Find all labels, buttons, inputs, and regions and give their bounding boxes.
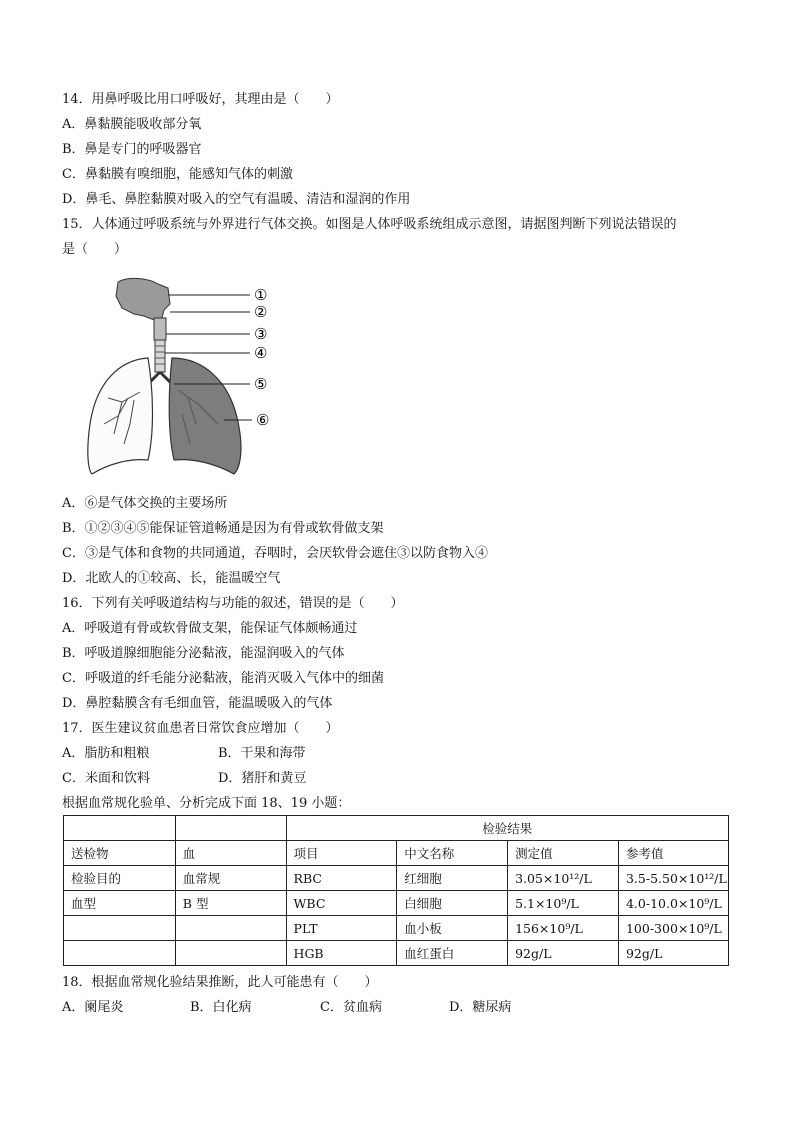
q15-option-c: C．③是气体和食物的共同通道，吞咽时，会厌软骨会遮住③以防食物入④ [62,546,488,561]
respiratory-system-figure [78,274,288,484]
table-cell: 项目 [286,841,397,866]
table-row [64,941,729,966]
respiratory-system-diagram [78,274,288,484]
q18-option-b: B．白化病 [190,1000,252,1015]
table-cell: 白细胞 [397,891,508,916]
q16-stem: 16．下列有关呼吸道结构与功能的叙述，错误的是（ ） [62,596,404,611]
table-header-row [64,816,729,841]
table-cell: HGB [286,941,397,966]
q15-stem-line2: 是（ ） [62,242,128,257]
q18-option-d: D．糖尿病 [449,1000,512,1015]
table-row [64,916,729,941]
q14-option-c: C．鼻黏膜有嗅细胞，能感知气体的刺激 [62,167,293,182]
table-cell: 测定值 [508,841,619,866]
table-cell: 检验目的 [64,866,176,891]
q18-option-a: A．阑尾炎 [62,1000,124,1015]
figure-label-4: ④ [254,344,268,362]
q15-option-d: D．北欧人的①较高、长，能温暖空气 [62,571,281,586]
q15-option-b: B．①②③④⑤能保证管道畅通是因为有骨或软骨做支架 [62,521,384,536]
table-cell: 100-300×10⁹/L [618,916,728,941]
q18-stem: 18．根据血常规化验结果推断，此人可能患有（ ） [62,975,378,990]
table-cell: 血常规 [175,866,286,891]
figure-label-3: ③ [254,325,268,343]
table-row [64,841,729,866]
table-cell: RBC [286,866,397,891]
q17-option-d: D．猪肝和黄豆 [218,771,307,786]
table-cell: 参考值 [618,841,728,866]
q17-option-b: B．干果和海带 [218,746,306,761]
table-cell: 156×10⁹/L [508,916,619,941]
table-cell: 中文名称 [397,841,508,866]
table-cell: 3.05×10¹²/L [508,866,619,891]
q14-option-b: B．鼻是专门的呼吸器官 [62,142,202,157]
figure-label-6: ⑥ [256,411,270,429]
table-cell: 92g/L [508,941,619,966]
table-cell [175,916,286,941]
table-cell [64,941,176,966]
q15-option-a: A．⑥是气体交换的主要场所 [62,496,228,511]
table-row [64,866,729,891]
table-cell: 4.0-10.0×10⁹/L [618,891,728,916]
table-row [64,891,729,916]
q16-option-d: D．鼻腔黏膜含有毛细血管，能温暖吸入的气体 [62,696,333,711]
q16-option-a: A．呼吸道有骨或软骨做支架，能保证气体颇畅通过 [62,621,358,636]
table-cell: 5.1×10⁹/L [508,891,619,916]
table-cell: 92g/L [618,941,728,966]
figure-label-5: ⑤ [254,375,268,393]
table-cell [64,916,176,941]
nasal-cavity-shape [116,278,170,320]
table-cell: 红细胞 [397,866,508,891]
table-cell: 3.5-5.50×10¹²/L [618,866,728,891]
q17-option-c: C．米面和饮料 [62,771,150,786]
q15-stem-line1: 15．人体通过呼吸系统与外界进行气体交换。如图是人体呼吸系统组成示意图，请据图判断下列说法错误的 [62,217,677,232]
table-intro: 根据血常规化验单、分析完成下面 18、19 小题： [62,796,351,811]
q14-stem: 14．用鼻呼吸比用口呼吸好，其理由是（ ） [62,92,339,107]
q14-option-d: D．鼻毛、鼻腔黏膜对吸入的空气有温暖、清洁和湿润的作用 [62,192,411,207]
table-cell: B 型 [175,891,286,916]
table-header-result: 检验结果 [286,816,728,841]
pharynx-shape [154,318,166,340]
q14-option-a: A．鼻黏膜能吸收部分氧 [62,117,202,132]
right-lung-shape [169,358,241,474]
blood-test-table [63,815,729,966]
left-lung-shape [88,358,153,474]
q18-option-c: C．贫血病 [320,1000,382,1015]
table-cell: 血 [175,841,286,866]
table-cell: PLT [286,916,397,941]
table-cell: 血型 [64,891,176,916]
table-cell: 血红蛋白 [397,941,508,966]
q16-option-c: C．呼吸道的纤毛能分泌黏液，能消灭吸入气体中的细菌 [62,671,384,686]
q16-option-b: B．呼吸道腺细胞能分泌黏液，能湿润吸入的气体 [62,646,345,661]
table-cell: 送检物 [64,841,176,866]
table-cell: WBC [286,891,397,916]
q17-option-a: A．脂肪和粗粮 [62,746,150,761]
figure-label-1: ① [254,286,268,304]
figure-label-2: ② [254,303,268,321]
trachea-shape [155,340,165,372]
table-cell [175,941,286,966]
q17-stem: 17．医生建议贫血患者日常饮食应增加（ ） [62,721,339,736]
table-cell: 血小板 [397,916,508,941]
